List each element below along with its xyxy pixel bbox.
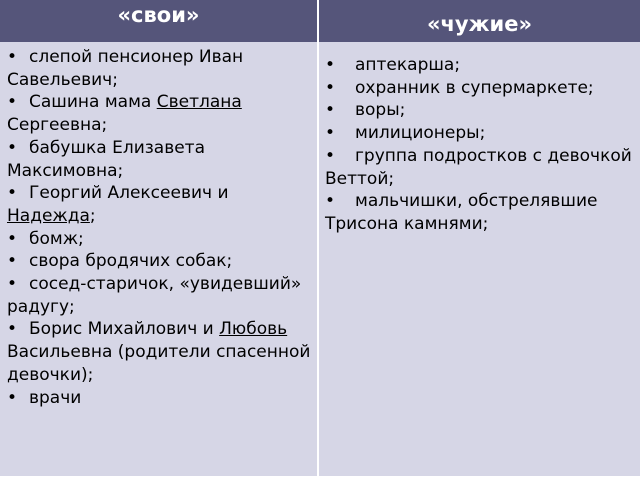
own-item-8 — [7, 318, 311, 386]
strangers-item-5 — [325, 145, 634, 190]
strangers-item-2-text: охранник в супермаркете; — [355, 77, 594, 98]
strangers-cell — [318, 42, 640, 476]
bullet: • — [7, 274, 18, 295]
bullet: • — [7, 319, 18, 340]
strangers-item-1 — [325, 54, 634, 77]
bullet: • — [325, 100, 336, 121]
own-item-8-pre: Борис Михайлович и — [29, 319, 220, 340]
bullet: • — [7, 92, 18, 113]
strangers-item-1-text: аптекарша; — [355, 55, 461, 75]
header-own — [0, 0, 318, 42]
own-item-4 — [7, 182, 311, 227]
bullet: • — [7, 137, 18, 158]
own-item-2-underlined: Светлана — [156, 92, 242, 113]
bullet: • — [7, 183, 18, 204]
strangers-item-4 — [325, 122, 634, 145]
own-item-7 — [7, 273, 311, 318]
header-strangers — [318, 0, 640, 42]
strangers-item-5-text: группа подростков с девочкой Веттой; — [325, 145, 632, 189]
header-own-label: «свои» — [117, 3, 200, 27]
own-item-5 — [7, 228, 311, 251]
own-item-2 — [7, 91, 311, 136]
own-item-4-underlined: Надежда — [7, 205, 90, 226]
own-item-2-pre: Сашина мама — [29, 92, 157, 113]
strangers-item-3 — [325, 99, 634, 122]
bullet: • — [325, 77, 336, 98]
own-item-6 — [7, 250, 311, 273]
bullet: • — [7, 228, 18, 249]
bullet: • — [325, 191, 336, 212]
own-item-4-pre: Георгий Алексеевич и — [29, 183, 229, 204]
bullet: • — [325, 55, 336, 75]
strangers-item-3-text: воры; — [355, 100, 406, 121]
bullet: • — [325, 145, 336, 166]
own-item-8-underlined: Любовь — [219, 319, 288, 340]
strangers-item-4-text: милиционеры; — [355, 123, 486, 144]
strangers-item-6-text: мальчишки, обстрелявшие Трисона камнями; — [325, 191, 598, 234]
strangers-item-6 — [325, 190, 634, 235]
own-item-9-text: врачи — [29, 387, 82, 408]
own-item-9 — [7, 387, 311, 410]
header-strangers-label: «чужие» — [426, 12, 533, 36]
own-item-2-post: Сергеевна; — [7, 115, 108, 136]
bullet: • — [7, 47, 18, 67]
header-row — [0, 0, 640, 42]
own-item-4-post: ; — [89, 205, 96, 226]
own-item-1 — [7, 46, 311, 91]
own-item-7-text: сосед-старичок, «увидевший» радугу; — [7, 274, 302, 317]
own-item-3 — [7, 137, 311, 182]
own-cell — [0, 42, 318, 476]
bullet: • — [7, 251, 18, 272]
body-row — [0, 42, 640, 476]
bullet: • — [7, 387, 18, 408]
own-item-6-text: свора бродячих собак; — [29, 251, 233, 272]
own-item-3-text: бабушка Елизавета Максимовна; — [7, 137, 206, 181]
own-item-1-text: слепой пенсионер Иван Савельевич; — [7, 47, 244, 90]
strangers-item-2 — [325, 77, 634, 100]
own-item-5-text: бомж; — [29, 228, 84, 249]
own-item-8-post: Васильевна (родители спасенной девочки); — [7, 342, 311, 385]
bullet: • — [325, 123, 336, 144]
